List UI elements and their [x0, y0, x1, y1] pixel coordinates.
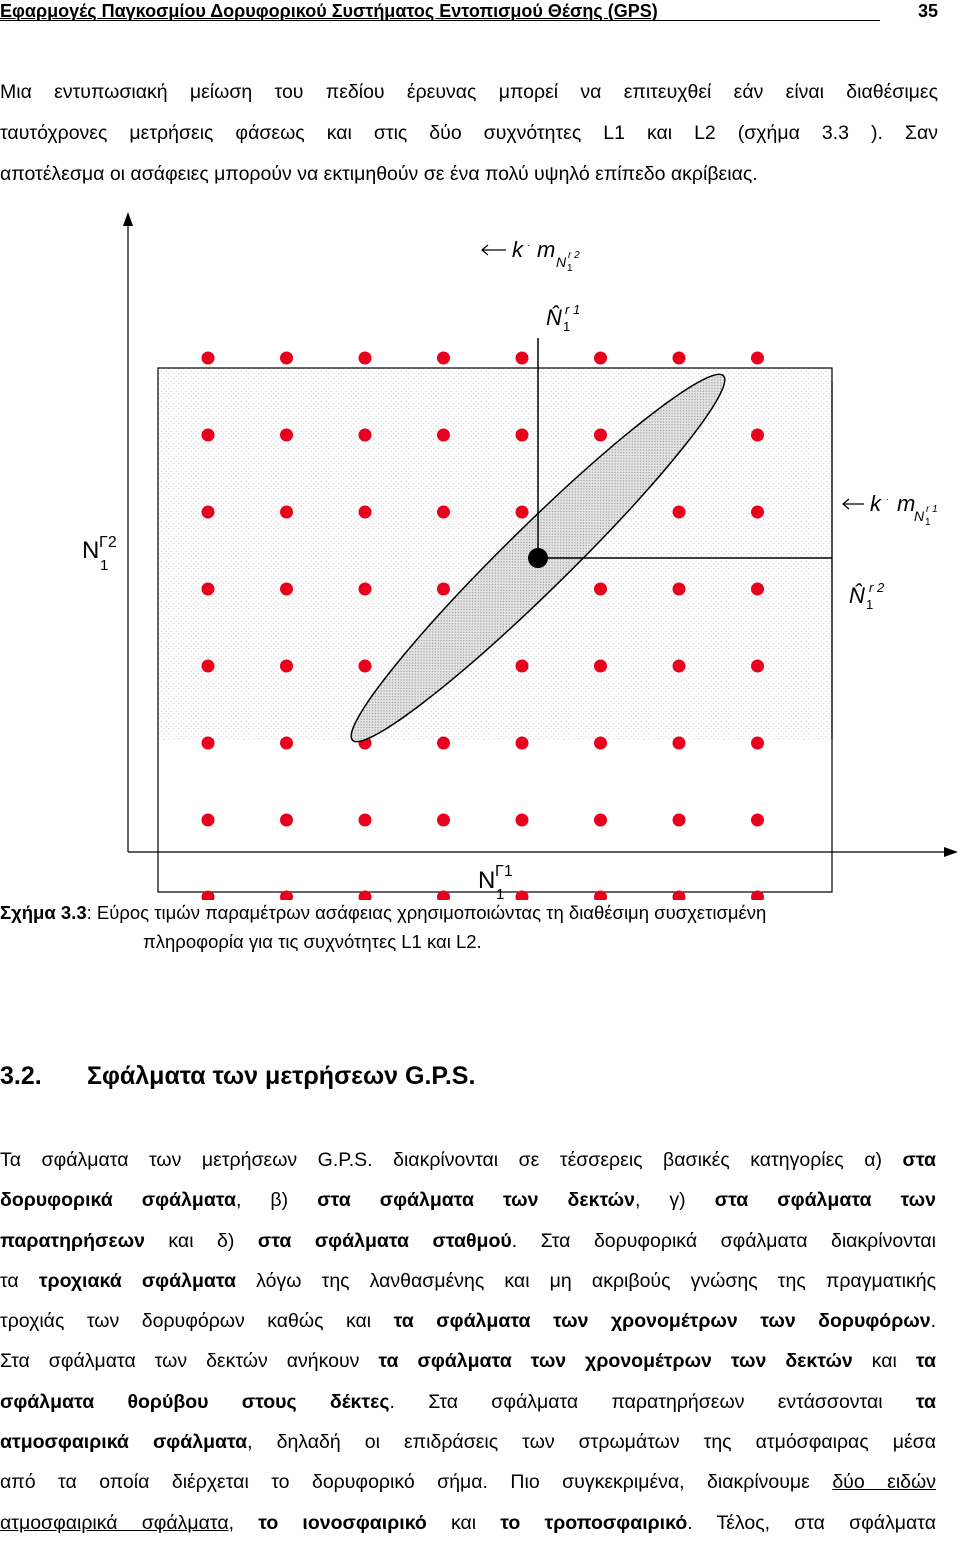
- text-run: και: [852, 1350, 916, 1373]
- grid-point: [280, 737, 293, 750]
- grid-point: [673, 737, 686, 750]
- bold-run: το ιονοσφαιρικό: [258, 1511, 427, 1534]
- bold-run: το τροποσφαιρικό: [500, 1511, 688, 1534]
- grid-point: [594, 814, 607, 827]
- dot-operator: ·: [886, 494, 889, 504]
- text-run: , γ): [634, 1189, 715, 1212]
- grid-point: [594, 352, 607, 365]
- grid-point: [673, 814, 686, 827]
- body-line: [0, 1221, 936, 1261]
- grid-point: [280, 814, 293, 827]
- bold-run: στα σφάλματα των δεκτών: [317, 1189, 635, 1212]
- grid-point: [202, 429, 215, 442]
- grid-point: [673, 506, 686, 519]
- grid-point: [594, 583, 607, 596]
- text-run: , δηλαδή οι επιδράσεις των στρωμάτων της ατμόσφαιρας μέσα: [247, 1431, 936, 1454]
- grid-point: [751, 737, 764, 750]
- section-title: Σφάλματα των μετρήσεων G.P.S.: [87, 1062, 476, 1090]
- grid-point: [202, 814, 215, 827]
- grid-point: [280, 352, 293, 365]
- text-run: και: [426, 1511, 501, 1534]
- grid-point: [280, 583, 293, 596]
- caption-line: [0, 898, 938, 927]
- grid-point: [594, 737, 607, 750]
- body-line: [0, 1341, 936, 1381]
- text-run: τροχιάς των δορυφόρων καθώς και: [0, 1310, 394, 1333]
- grid-point: [359, 660, 372, 673]
- text-run: και δ): [144, 1229, 258, 1252]
- body-paragraph: [0, 1140, 936, 1543]
- bold-run: τα σφάλματα των χρονομέτρων των δεκτών: [378, 1350, 853, 1373]
- label-right-m: m: [897, 491, 916, 516]
- grid-point: [751, 429, 764, 442]
- underlined-run: ατμοσφαιρικά σφάλματα: [0, 1511, 229, 1534]
- body-line: [0, 1180, 936, 1220]
- y-axis-label: N: [82, 537, 100, 564]
- grid-point: [202, 660, 215, 673]
- dot-operator: ·: [527, 240, 530, 250]
- grid-point: [516, 429, 529, 442]
- page-header: [0, 0, 940, 24]
- grid-point: [516, 660, 529, 673]
- label-top-k: k: [512, 237, 523, 262]
- grid-point: [359, 352, 372, 365]
- grid-point: [202, 506, 215, 519]
- label-top-m: m: [537, 237, 556, 262]
- body-line: [0, 1261, 936, 1301]
- grid-point: [673, 352, 686, 365]
- text-run: , β): [235, 1189, 318, 1212]
- bold-run: τα: [915, 1350, 936, 1373]
- grid-point: [516, 506, 529, 519]
- bold-run: παρατηρήσεων: [0, 1229, 145, 1252]
- label-top-sub-sup: r 2: [568, 250, 580, 261]
- section-heading: [0, 1062, 475, 1091]
- bold-run: στα σφάλματα των: [714, 1189, 936, 1212]
- bold-run: τα: [915, 1390, 936, 1413]
- text-run: τα: [0, 1269, 39, 1292]
- grid-point: [751, 352, 764, 365]
- bold-run: τα σφάλματα των χρονομέτρων των δορυφόρων: [393, 1310, 931, 1333]
- label-nhat-top: N̂: [546, 305, 562, 330]
- label-nhat-top-sub: 1: [563, 319, 571, 334]
- section-number: 3.2.: [0, 1062, 42, 1090]
- grid-point: [751, 814, 764, 827]
- x-axis-arrow-icon: [944, 847, 958, 857]
- caption-label: Σχήμα 3.3: [0, 902, 87, 923]
- grid-point: [437, 506, 450, 519]
- bold-run: στα σφάλματα σταθμού: [257, 1229, 512, 1252]
- body-line: [0, 1422, 936, 1462]
- grid-point: [202, 737, 215, 750]
- caption-text: : Εύρος τιμών παραμέτρων ασάφειας χρησιμοποιώντας τη διαθέσιμη συσχετισμένη: [86, 902, 767, 923]
- grid-point: [437, 429, 450, 442]
- y-axis-arrow-icon: [123, 212, 133, 226]
- text-run: από τα οποία διέρχεται το δορυφορικό σήμα. Πιο συγκεκριμένα, διακρίνουμε: [0, 1471, 833, 1494]
- label-nhat-right-sup: r 2: [869, 580, 885, 595]
- page-number: 35: [917, 1, 938, 21]
- body-line: [0, 1382, 936, 1422]
- grid-point: [516, 352, 529, 365]
- text-run: Τα σφάλματα των μετρήσεων G.P.S. διακρίνονται σε τέσσερεις βασικές κατηγορίες α): [0, 1149, 903, 1171]
- running-title: Εφαρμογές Παγκοσμίου Δορυφορικού Συστήματος Εντοπισμού Θέσης (GPS): [0, 1, 658, 21]
- grid-point: [359, 814, 372, 827]
- intro-line: αποτέλεσμα οι ασάφειες μπορούν να εκτιμηθούν σε ένα πολύ υψηλό επίπεδο ακρίβειας.: [0, 163, 758, 185]
- grid-point: [437, 814, 450, 827]
- figure-caption: [0, 898, 938, 956]
- grid-point: [359, 583, 372, 596]
- body-line: [0, 1503, 936, 1543]
- body-line: [0, 1301, 936, 1341]
- header-rule: [0, 20, 880, 21]
- grid-point: [437, 352, 450, 365]
- x-axis-label: N: [478, 867, 496, 894]
- body-line: [0, 1462, 936, 1502]
- grid-point: [673, 660, 686, 673]
- intro-paragraph: [0, 72, 938, 195]
- y-axis-label-sup: Γ2: [99, 534, 117, 551]
- caption-line: πληροφορία για τις συχνότητες L1 και L2.: [143, 931, 482, 952]
- grid-point: [516, 814, 529, 827]
- grid-point: [359, 429, 372, 442]
- grid-point: [437, 737, 450, 750]
- grid-point: [202, 352, 215, 365]
- grid-point: [594, 429, 607, 442]
- intro-line: ταυτόχρονες μετρήσεις φάσεως και στις δύο συχνότητες L1 και L2 (σχήμα 3.3 ). Σαν: [0, 122, 938, 144]
- bold-run: σφάλματα θορύβου στους δέκτες: [0, 1390, 390, 1413]
- label-top-sub: N: [556, 254, 567, 270]
- bold-run: τροχιακά σφάλματα: [38, 1269, 237, 1292]
- grid-point: [202, 583, 215, 596]
- grid-point: [437, 583, 450, 596]
- label-nhat-right-sub: 1: [866, 597, 874, 612]
- x-axis-label-sup: Γ1: [495, 863, 513, 880]
- label-right-sub-sup: r 1: [926, 504, 938, 515]
- grid-point: [280, 660, 293, 673]
- underlined-run: δύο ειδών: [832, 1471, 937, 1494]
- grid-point: [751, 583, 764, 596]
- search-region: [158, 368, 832, 740]
- grid-point: [594, 660, 607, 673]
- y-axis-label-sub: 1: [100, 557, 109, 574]
- text-run: . Τέλος, στα σφάλματα: [687, 1511, 937, 1534]
- grid-point: [673, 583, 686, 596]
- label-nhat-top-sup: r 1: [565, 302, 581, 317]
- bold-run: στα: [902, 1149, 936, 1171]
- label-nhat-right: N̂: [849, 583, 865, 608]
- intro-line: Μια εντυπωσιακή μείωση του πεδίου έρευνας μπορεί να επιτευχθεί εάν είναι διαθέσιμες: [0, 81, 938, 103]
- label-right-sub: N: [914, 508, 925, 524]
- grid-point: [359, 506, 372, 519]
- text-run: λόγω της λανθασμένης και μη ακριβούς γνώσης της πραγματικής: [236, 1269, 936, 1292]
- grid-point: [280, 506, 293, 519]
- float-solution-point: [528, 548, 548, 568]
- bold-run: ατμοσφαιρικά σφάλματα: [0, 1431, 248, 1454]
- x-axis-label-sub: 1: [496, 886, 505, 900]
- label-right-sub-sub: 1: [925, 517, 931, 528]
- label-top-sub-sub: 1: [567, 263, 573, 274]
- label-right-k: k: [870, 491, 881, 516]
- grid-point: [516, 737, 529, 750]
- ambiguity-search-figure: [0, 210, 960, 900]
- grid-point: [751, 660, 764, 673]
- body-line: [0, 1140, 936, 1180]
- bold-run: δορυφορικά σφάλματα: [0, 1189, 236, 1212]
- grid-point: [751, 506, 764, 519]
- text-run: ,: [228, 1511, 259, 1534]
- text-run: . Στα σφάλματα παρατηρήσεων εντάσσονται: [389, 1390, 916, 1413]
- text-run: Στα σφάλματα των δεκτών ανήκουν: [0, 1350, 379, 1373]
- text-run: .: [930, 1310, 936, 1333]
- text-run: . Στα δορυφορικά σφάλματα διακρίνονται: [511, 1229, 936, 1252]
- grid-point: [280, 429, 293, 442]
